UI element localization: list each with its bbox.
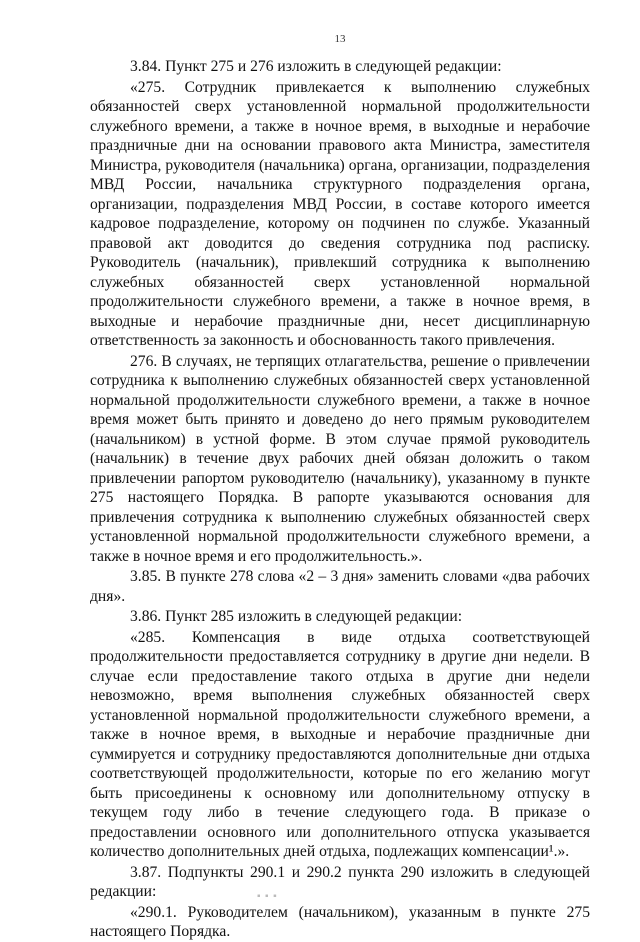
paragraph-290-1: «290.1. Руководителем (начальником), указанным в пункте 275 настоящего Порядка. xyxy=(90,903,590,940)
paragraph-3-84: 3.84. Пункт 275 и 276 изложить в следующей редакции: xyxy=(130,58,502,75)
paragraph-3-87: 3.87. Подпункты 290.1 и 290.2 пункта 290 изложить в следующей редакции: xyxy=(90,863,590,900)
paragraph-3-85: 3.85. В пункте 278 слова «2 – 3 дня» заменить словами «два рабочих дня». xyxy=(90,568,590,605)
paragraph-276: 276. В случаях, не терпящих отлагательства, решение о привлечении сотрудника к выполнению служебных обязанностей сверх установленной нормальной продолжительности служебного времени, а также в ночное время может быть принято и доведено до него прямым руководителем (начальником) в устной форме. В этом случае прямой руководитель (начальник) в течение двух рабочих дней обязан доложить о таком привлечении рапортом руководителю (начальнику), указанному в пункте 275 настоящего Порядка. В рапорте указываются основания для привлечения сотрудника к выполнению служебных обязанностей сверх установленной нормальной продолжительности служебного времени, а также в ночное время и его продолжительность.». xyxy=(90,352,590,565)
scan-artifact-mark: ▪ ▪ ▪ xyxy=(257,891,278,902)
paragraph-275: «275. Сотрудник привлекается к выполнению служебных обязанностей сверх установленной нормальной продолжительности служебного времени, а также в ночное время, в выходные и нерабочие праздничные дни на основании правового акта Министра, заместителя Министра, руководителя (начальника) органа, организации, подразделения МВД России, начальника структурного подразделения органа, организации, подразделения МВД России, в составе которого имеется кадровое подразделение, которому он подчинен по службе. Указанный правовой акт доводится до сведения сотрудника под расписку. Руководитель (начальник), привлекший сотрудника к выполнению служебных обязанностей сверх установленной нормальной продолжительности служебного времени, а также в ночное время, в выходные и нерабочие праздничные дни, несет дисциплинарную ответственность за законность и обоснованность такого привлечения. xyxy=(90,78,590,349)
paragraph-285: «285. Компенсация в виде отдыха соответствующей продолжительности предоставляется сотруднику в другие дни недели. В случае если предоставление такого отдыха в другие дни недели невозможно, время выполнения служебных обязанностей сверх установленной нормальной продолжительности служебного времени, а также в ночное время, в выходные и нерабочие праздничные дни суммируется и сотруднику предоставляются дополнительные дни отдыха соответствующей продолжительности, которые по его желанию могут быть присоединены к основному или дополнительному отпуску в текущем году либо в течение следующего года. В приказе о предоставлении основного или дополнительного отпуска указывается количество дополнительных дней отдыха, подлежащих компенсации¹.». xyxy=(90,628,590,860)
page-number: 13 xyxy=(334,33,346,45)
paragraph-3-86: 3.86. Пункт 285 изложить в следующей редакции: xyxy=(130,608,463,625)
